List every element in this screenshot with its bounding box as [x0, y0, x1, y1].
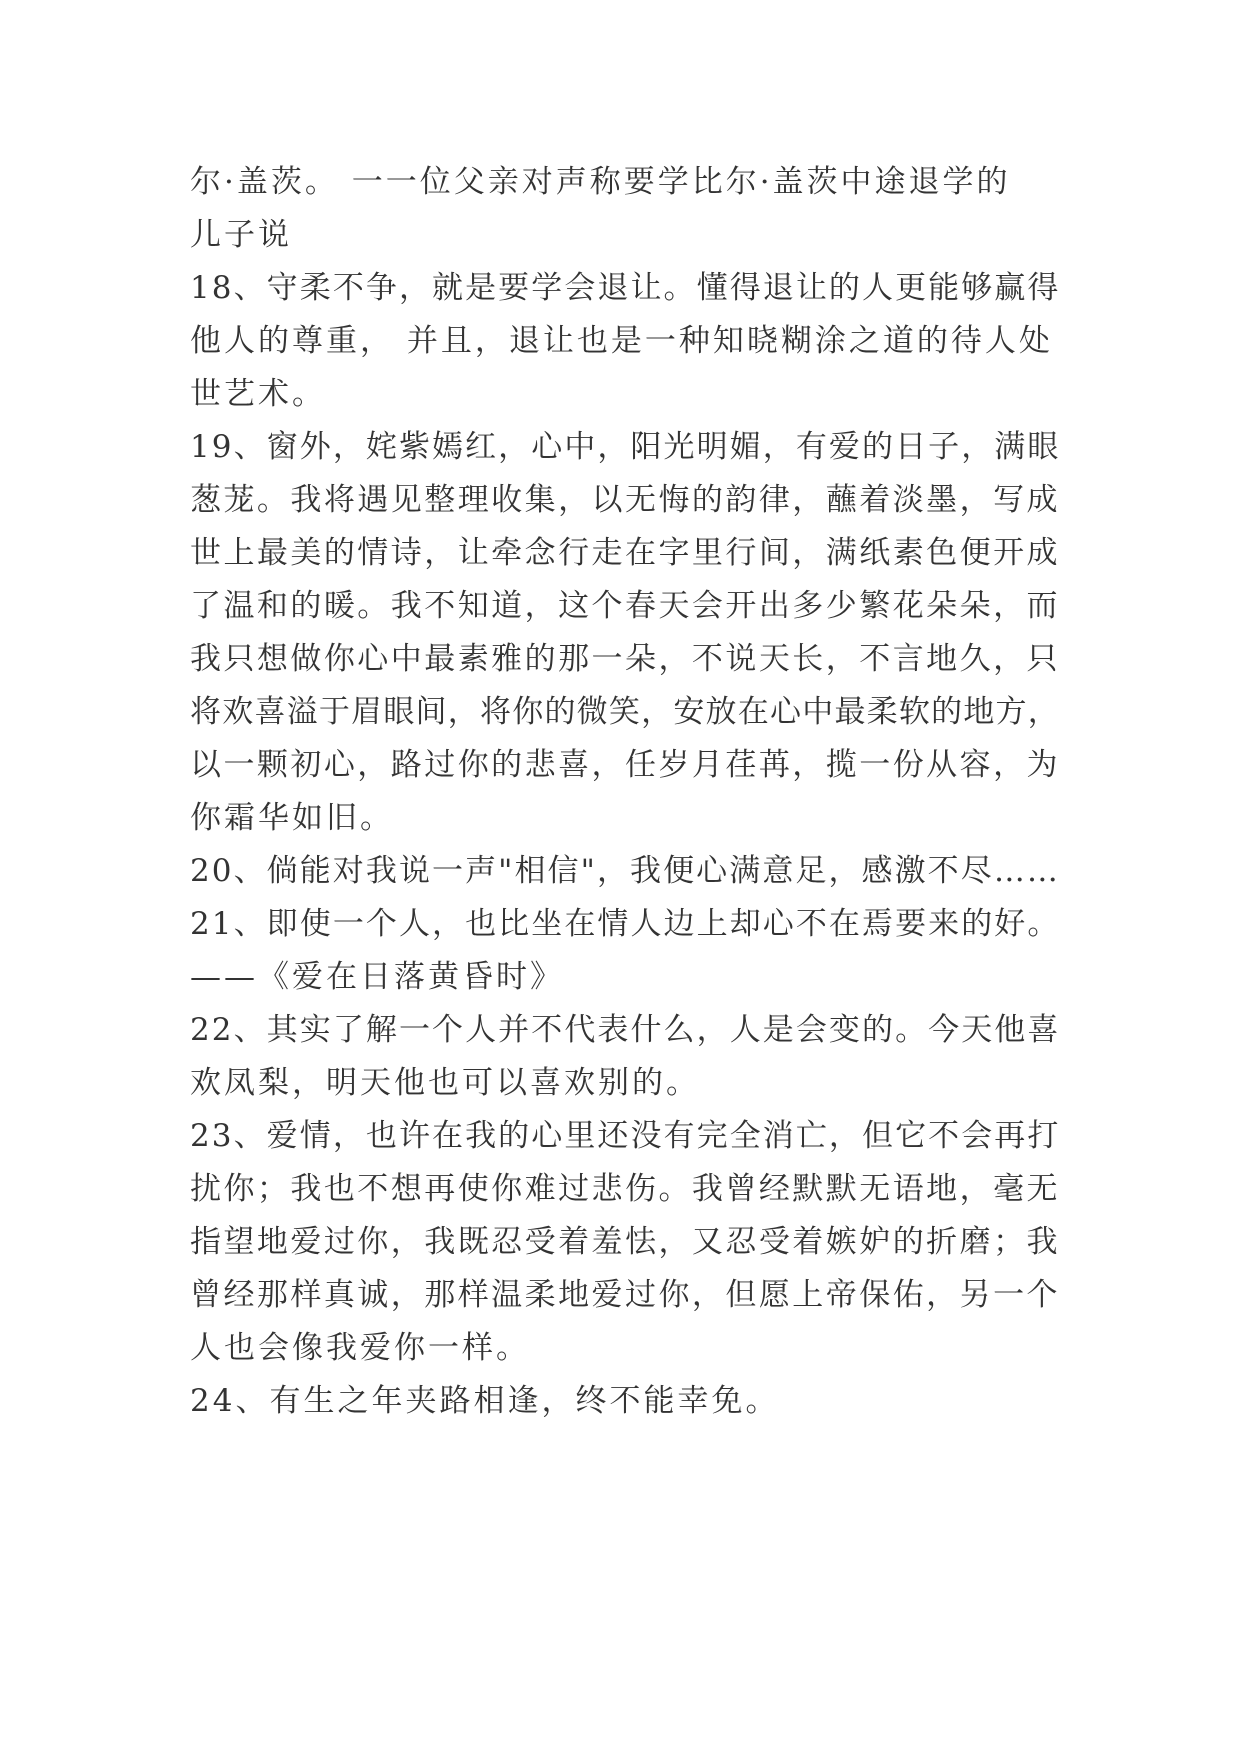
text-line: 21、即使一个人，也比坐在情人边上却心不在焉要来的好。 [190, 906, 1061, 942]
text-line: 世上最美的情诗，让牵念行走在字里行间，满纸素色便开成 [190, 535, 1060, 571]
text-line: 人也会像我爱你一样。 [190, 1330, 530, 1366]
text-line: 19、窗外，姹紫嫣红，心中，阳光明媚，有爱的日子，满眼 [190, 429, 1061, 465]
text-line: 以一颗初心，路过你的悲喜，任岁月荏苒，揽一份从容，为 [190, 747, 1060, 783]
text-line: 24、有生之年夹路相逢，终不能幸免。 [190, 1383, 780, 1419]
text-line: 曾经那样真诚，那样温柔地爱过你，但愿上帝保佑，另一个 [190, 1277, 1060, 1313]
text-line: 了温和的暖。我不知道，这个春天会开出多少繁花朵朵，而 [190, 588, 1060, 624]
text-line: 儿子说 [190, 217, 292, 253]
text-line: 你霜华如旧。 [190, 800, 394, 836]
text-line: 世艺术。 [190, 376, 326, 412]
text-line: 指望地爱过你，我既忍受着羞怯，又忍受着嫉妒的折磨；我 [190, 1224, 1060, 1260]
text-line: 22、其实了解一个人并不代表什么，人是会变的。今天他喜 [190, 1012, 1061, 1048]
text-line: 18、守柔不争，就是要学会退让。懂得退让的人更能够赢得 [190, 270, 1061, 306]
text-line: 尔·盖茨。 一一位父亲对声称要学比尔·盖茨中途退学的 [190, 164, 1011, 200]
text-line: 将欢喜溢于眉眼间，将你的微笑，安放在心中最柔软的地方， [190, 694, 1060, 730]
text-line: 20、倘能对我说一声"相信"，我便心满意足，感激不尽…… [190, 853, 1060, 889]
text-line: 欢凤梨，明天他也可以喜欢别的。 [190, 1065, 700, 1101]
text-line: ——《爱在日落黄昏时》 [190, 959, 564, 995]
text-line: 他人的尊重， 并且，退让也是一种知晓糊涂之道的待人处 [190, 323, 1053, 359]
text-line: 扰你；我也不想再使你难过悲伤。我曾经默默无语地，毫无 [190, 1171, 1060, 1207]
text-line: 葱茏。我将遇见整理收集，以无悔的韵律，蘸着淡墨，写成 [190, 482, 1060, 518]
text-line: 23、爱情，也许在我的心里还没有完全消亡，但它不会再打 [190, 1118, 1061, 1154]
text-line: 我只想做你心中最素雅的那一朵，不说天长，不言地久，只 [190, 641, 1060, 677]
